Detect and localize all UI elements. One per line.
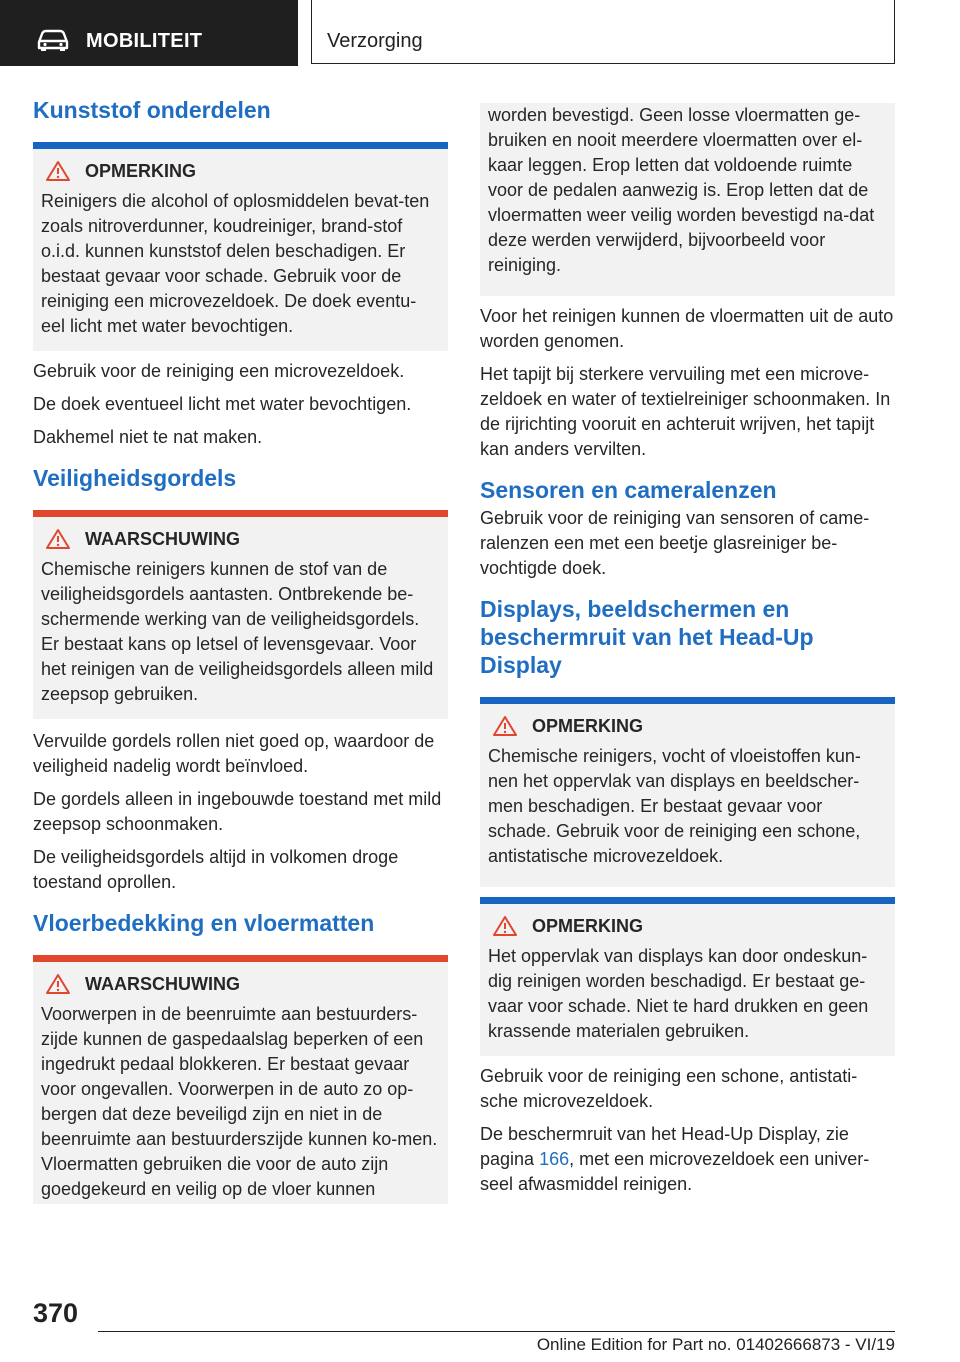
warning-triangle-icon [45,160,71,182]
heading-displays: Displays, beeldschermen en beschermruit van het Head-Up Display [480,596,814,678]
note-box-kunststof [33,142,448,351]
heading-veiligheidsgordels: Veiligheidsgordels [33,465,237,491]
text: , met een microvezeldoek een univer-seel afwasmiddel reinigen. [480,1149,870,1194]
heading-sensoren: Sensoren en cameralenzen [480,477,777,503]
warning-text: Chemische reinigers kunnen de stof van de veiligheidsgordels aantasten. Ontbrekende be-schermende werking van de veiligheidsgordels. Er bestaat kans op letsel of levensgevaar. Voor het reinigen van de veiligheidsgordels alleen mild zeepsop gebruiken. [41,559,434,704]
paragraph: De gordels alleen in ingebouwde toestand met mild zeepsop schoonmaken. [33,789,442,834]
text: De beschermruit van het Head-Up Display, zie pagina [480,1124,849,1169]
paragraph-hud [480,1122,895,1197]
heading-vloerbedekking: Vloerbedekking en vloermatten [33,910,375,936]
left-column [33,96,448,1204]
section-tab [0,0,298,66]
note-box-displays-2 [480,897,895,1056]
warning-title: WAARSCHUWING [85,529,240,549]
paragraph: Dakhemel niet te nat maken. [33,427,263,447]
paragraph: De doek eventueel licht met water bevochtigen. [33,394,412,414]
paragraph: Het tapijt bij sterkere vervuiling met een microve-zeldoek en water of textielreiniger schoonmaken. In de rijrichting vooruit en achteruit wrijven, het tapijt kan anders vervilten. [480,364,891,459]
note-title: OPMERKING [85,161,197,181]
warning-title: WAARSCHUWING [85,974,240,994]
right-column [480,103,895,1197]
subsection-label: Verzorging [327,30,423,52]
note-box-displays-1 [480,697,895,887]
note-title: OPMERKING [532,716,644,736]
paragraph: Voor het reinigen kunnen de vloermatten uit de auto worden genomen. [480,306,894,351]
warning-triangle-icon [492,715,518,737]
warning-box-continued [480,103,895,296]
car-icon [36,28,70,52]
warning-text: Voorwerpen in de beenruimte aan bestuurders-zijde kunnen de gaspedaalslag beperken of een ingedrukt pedaal blokkeren. Er bestaat gevaar voor ongevallen. Voorwerpen in de auto zo op-bergen dat deze beveiligd zijn en niet in de beenruimte aan bestuurderszijde kunnen ko-men. Vloermatten gebruiken die voor de auto zijn goedgekeurd en veilig op de vloer kunnen [41,1004,438,1199]
page-number: 370 [33,1298,79,1328]
note-text: Chemische reinigers, vocht of vloeistoffen kun-nen het oppervlak van displays en beeldscher-men beschadigen. Er bestaat gevaar voor schade. Gebruik voor de reiniging een schone, antistatische microvezeldoek. [488,746,861,866]
paragraph: Gebruik voor de reiniging een schone, antistati-sche microvezeldoek. [480,1066,858,1111]
warning-box-gordels [33,510,448,719]
section-label: MOBILITEIT [86,30,203,52]
paragraph: Gebruik voor de reiniging van sensoren of came-ralenzen een met een beetje glasreiniger be-vochtigde doek. [480,508,870,578]
page-link[interactable]: 166 [539,1149,570,1169]
note-text: Het oppervlak van displays kan door ondeskun-dig reinigen worden beschadigd. Er bestaat ge-vaar voor schade. Niet te hard drukken en geen krassende materialen gebruiken. [488,946,869,1041]
paragraph: Vervuilde gordels rollen niet goed op, waardoor de veiligheid nadelig wordt beïnvloed. [33,731,435,776]
warning-box-vloermatten [33,955,448,1204]
warning-triangle-icon [45,973,71,995]
paragraph: De veiligheidsgordels altijd in volkomen droge toestand oprollen. [33,847,399,892]
warning-triangle-icon [45,528,71,550]
edition-text: Online Edition for Part no. 01402666873 - VI/19 [536,1335,895,1354]
note-title: OPMERKING [532,916,644,936]
heading-kunststof: Kunststof onderdelen [33,97,271,123]
warning-text-continued: worden bevestigd. Geen losse vloermatten ge-bruiken en nooit meerdere vloermatten over el-kaar leggen. Erop letten dat voldoende ruimte voor de pedalen aanwezig is. Erop letten dat de vloermatten weer veilig worden bevestigd na-dat deze werden verwijderd, bijvoorbeeld voor reiniging. [488,105,875,275]
note-text: Reinigers die alcohol of oplosmiddelen bevat-ten zoals nitroverdunner, koudreiniger, brand-stof o.i.d. kunnen kunststof delen beschadigen. Er bestaat gevaar voor schade. Gebruik voor de reiniging een microvezeldoek. De doek eventu-eel licht met water bevochtigen. [41,191,430,336]
subsection-tab [311,0,895,64]
footer-divider [98,1331,895,1332]
warning-triangle-icon [492,915,518,937]
paragraph: Gebruik voor de reiniging een microvezeldoek. [33,361,405,381]
